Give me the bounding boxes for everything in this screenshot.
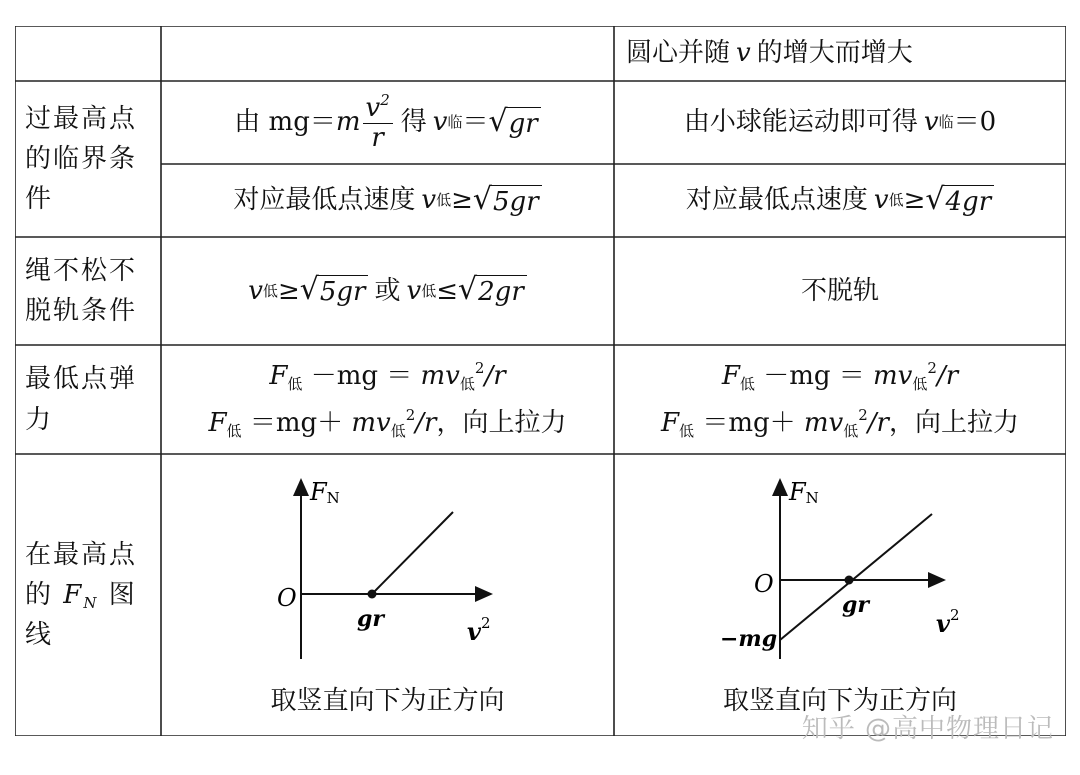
sqrt-expression: √ 5gr (300, 275, 369, 307)
formula-var: mv (873, 360, 913, 391)
header-var: v (736, 38, 751, 68)
formula-var: mv (803, 407, 844, 438)
formula-text: 不脱轨 (800, 275, 879, 306)
formula-var: mv (351, 407, 391, 438)
formula-text: ＝mg＋ (702, 407, 796, 438)
gr-point (368, 590, 377, 599)
formula-var: v (923, 107, 939, 137)
cell-critical-a1 (161, 81, 614, 164)
formula-text: /r (415, 407, 437, 438)
header-cell-empty-2 (161, 26, 614, 81)
formula-op: ≥ (277, 275, 300, 306)
formula-text: 对应最低点速度 (685, 185, 868, 215)
cell-critical-b1 (614, 81, 1066, 164)
formula-sub: 低 (739, 374, 755, 393)
formula-sub: 低 (390, 421, 406, 440)
sqrt-body: gr (507, 107, 541, 139)
graph-right (614, 454, 1066, 736)
row-label-force (15, 345, 161, 454)
y-axis-label: FN (310, 478, 340, 507)
formula-sub: 低 (459, 374, 475, 393)
formula-var: v (248, 275, 263, 306)
gr-label: gr (842, 592, 869, 618)
force-line-1 (722, 357, 958, 396)
sqrt-body: 5gr (318, 275, 369, 307)
formula-text: 由 mg＝ (234, 107, 336, 137)
formula-text: ＝ (462, 107, 489, 137)
formula-sub: 低 (287, 374, 303, 393)
fraction-denominator: r (371, 123, 384, 153)
fn-line (780, 514, 932, 640)
formula-sub: 低 (436, 191, 452, 210)
formula-op: ≥ (451, 185, 473, 215)
row-label-critical-text: 过最高点的临界条件 (25, 103, 138, 215)
formula-text: 由小球能运动即可得 (683, 107, 918, 137)
formula-text: ，向上拉力 (889, 407, 1020, 438)
y-axis-label: FN (789, 478, 819, 507)
header-cell-col3 (614, 26, 1066, 81)
formula-sub: 临 (938, 113, 954, 132)
formula-sub: 临 (447, 113, 463, 132)
formula-text: ＝0 (953, 107, 997, 137)
fraction (363, 92, 393, 152)
formula-var: F (63, 579, 84, 610)
cell-force-b (614, 345, 1066, 454)
x-axis-label: $v^2$ (936, 606, 960, 638)
formula-var: v (432, 107, 448, 137)
formula-sup: 2 (405, 405, 416, 424)
sqrt-expression: √ 2gr (458, 275, 527, 307)
formula-text: ＝mg＋ (249, 407, 344, 438)
row-label-rope-text: 绳不松不脱轨条件 (25, 255, 138, 326)
intercept-label: −mg (720, 626, 778, 652)
fraction-numerator: v (365, 93, 381, 124)
graph-left-caption: 取竖直向下为正方向 (270, 686, 505, 716)
origin-label: O (277, 584, 297, 612)
formula-var: v (421, 185, 437, 215)
formula-sub: N (83, 593, 99, 612)
formula-var: v (406, 275, 422, 306)
graph-left (161, 454, 614, 736)
force-line-2 (208, 404, 566, 443)
formula-op: ≥ (903, 185, 926, 215)
sqrt-expression: √ 4gr (925, 185, 994, 217)
cell-rope-a (161, 237, 614, 345)
formula-sub: 低 (421, 281, 437, 300)
row-label-graph-text-tail: 图线 (25, 579, 137, 651)
x-axis-label: $v^2$ (467, 614, 491, 646)
formula-text: /r (484, 360, 506, 391)
watermark: 知乎 @高中物理日记 (801, 714, 1054, 744)
formula-var: m (335, 107, 361, 137)
sqrt-expression: √ gr (489, 107, 541, 139)
header-text: 圆心并随 (626, 38, 731, 68)
formula-op: ≤ (436, 275, 459, 306)
sqrt-expression: √ 5gr (473, 185, 542, 217)
row-label-force-text: 最低点弹力 (25, 364, 138, 435)
formula-text: －mg ＝ (310, 360, 413, 391)
force-line-1 (269, 357, 505, 396)
formula-text: 对应最低点速度 (233, 185, 416, 215)
formula-text: －mg ＝ (763, 360, 865, 391)
formula-text: 或 (374, 275, 401, 306)
formula-text: 得 (400, 107, 427, 137)
formula-var: v (873, 185, 889, 215)
comparison-table (15, 26, 1066, 736)
header-cell-empty-1 (15, 26, 161, 81)
formula-sub: 低 (912, 374, 928, 393)
fn-line (372, 512, 453, 594)
formula-sup: 2 (927, 358, 937, 377)
gr-label: gr (357, 606, 384, 632)
formula-sup: 2 (474, 358, 485, 377)
row-label-critical (15, 81, 161, 237)
formula-sub: 低 (262, 281, 278, 300)
formula-sub: 低 (888, 191, 904, 210)
row-label-rope (15, 237, 161, 345)
graph-right-caption: 取竖直向下为正方向 (722, 686, 957, 716)
cell-rope-b (614, 237, 1066, 345)
row-label-graph (15, 454, 161, 736)
fraction-sup: 2 (380, 91, 390, 110)
formula-text: /r (936, 360, 959, 391)
formula-var: mv (420, 360, 460, 391)
formula-sub: 低 (843, 421, 859, 440)
formula-text: ，向上拉力 (436, 407, 567, 438)
sqrt-body: 2gr (476, 275, 527, 307)
sqrt-body: 4gr (944, 185, 995, 217)
force-line-2 (661, 404, 1019, 443)
formula-sub: 低 (226, 421, 242, 440)
sqrt-body: 5gr (491, 185, 542, 217)
origin-label: O (754, 570, 774, 598)
header-text-tail: 的增大而增大 (756, 38, 913, 68)
cell-critical-a2 (161, 164, 614, 237)
formula-var: F (721, 360, 740, 391)
gr-point (845, 576, 854, 585)
formula-sub: 低 (679, 421, 695, 440)
formula-text: /r (867, 407, 889, 438)
formula-var: F (269, 360, 288, 391)
formula-var: F (660, 407, 680, 438)
cell-critical-b2 (614, 164, 1066, 237)
row-label-graph-text: 在最高点的 (25, 539, 138, 610)
formula-sup: 2 (858, 405, 868, 424)
cell-force-a (161, 345, 614, 454)
formula-var: F (208, 407, 227, 438)
